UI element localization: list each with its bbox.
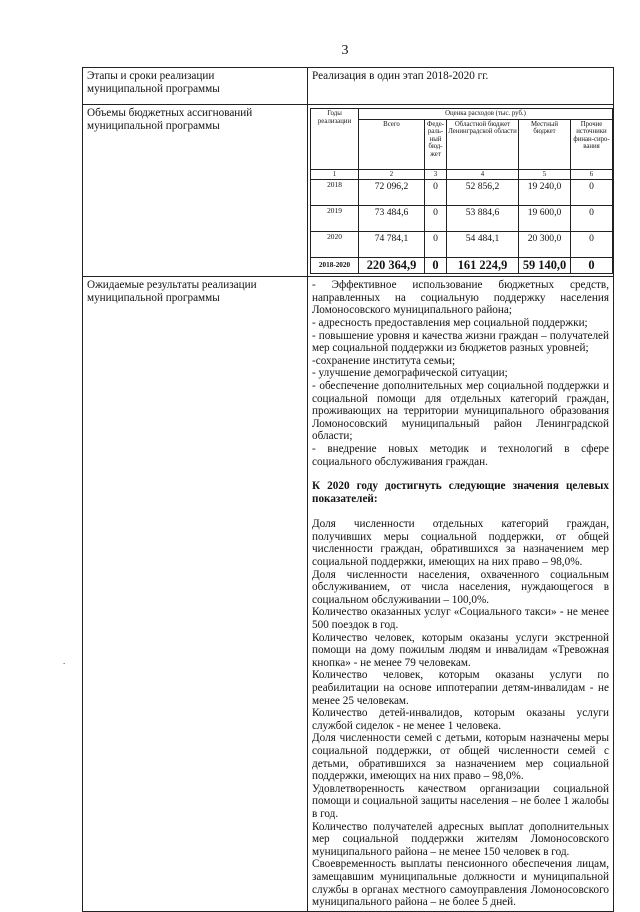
budget-index-cell: 3 xyxy=(425,169,447,180)
budget-local-cell: 20 300,0 xyxy=(519,232,571,258)
target-indicator: Количество оказанных услуг «Социального такси» - не менее 500 поездок в год. xyxy=(312,606,609,632)
budget-other-cell: 0 xyxy=(571,232,613,258)
budget-regional-cell: 52 856,2 xyxy=(447,180,519,206)
budget-year-cell: 2018-2020 xyxy=(311,258,359,274)
budget-header-row xyxy=(311,109,613,120)
budget-regional-cell: 54 484,1 xyxy=(447,232,519,258)
results-label xyxy=(83,277,308,912)
budget-value xyxy=(308,105,614,277)
target-indicator: Количество детей-инвалидов, которым оказаны услуги службой сиделок - не менее 1 человека. xyxy=(312,707,609,732)
budget-federal-cell: 0 xyxy=(425,180,447,206)
budget-index-row xyxy=(311,169,613,180)
target-indicator: Удовлетворенность качеством организации социальной помощи и социальной защиты населения – не более 1 жалобы в год. xyxy=(312,782,609,820)
budget-other-cell: 0 xyxy=(571,180,613,206)
result-bullet: - внедрение новых методик и технологий в сфере социального обслуживания граждан. xyxy=(312,442,609,468)
results-value xyxy=(308,277,614,912)
budget-col-local: Местный бюджет xyxy=(519,119,571,169)
budget-total-row xyxy=(311,258,613,274)
budget-row xyxy=(83,105,614,277)
budget-regional-cell: 161 224,9 xyxy=(447,258,519,274)
results-row xyxy=(83,277,614,912)
result-bullet: - улучшение демографической ситуации; xyxy=(312,367,508,380)
stages-label-line-2: муниципальной программы xyxy=(87,82,220,95)
stages-value: Реализация в один этап 2018-2020 гг. xyxy=(308,68,614,105)
budget-row-2018 xyxy=(311,180,613,206)
budget-total-cell: 220 364,9 xyxy=(359,258,425,274)
budget-regional-cell: 53 884,6 xyxy=(447,206,519,232)
stages-label-line-1: Этапы и сроки реализации xyxy=(87,70,215,82)
budget-local-cell: 19 240,0 xyxy=(519,180,571,206)
target-indicator: Своевременность выплаты пенсионного обеспечения лицам, замещавшим муниципальные должности и муниципальной службы в органах местного самоуправления Ломоносовского муниципального района – не более 5 дней. xyxy=(312,858,609,909)
result-bullet: - повышение уровня и качества жизни граждан – получателей мер социальной поддержки из бюджетов разных уровней; xyxy=(312,329,609,355)
result-bullet: - адресность предоставления мер социальной поддержки; xyxy=(312,316,588,329)
budget-header-years: Годы реализации xyxy=(311,109,359,170)
targets-heading: К 2020 году достигнуть следующие значения целевых показателей: xyxy=(312,480,609,505)
budget-label-line-1: Объемы бюджетных ассигнований xyxy=(87,107,253,119)
budget-total-cell: 72 096,2 xyxy=(359,180,425,206)
budget-total-cell: 73 484,6 xyxy=(359,206,425,232)
budget-local-cell: 19 600,0 xyxy=(519,206,571,232)
budget-col-regional: Областной бюджет Ленинградской области xyxy=(447,119,519,169)
results-label-line-1: Ожидаемые результаты реализации xyxy=(87,279,257,292)
results-label-line-2: муниципальной программы xyxy=(87,291,220,304)
result-bullet: -сохранение института семьи; xyxy=(312,354,456,367)
budget-row-2019 xyxy=(311,206,613,232)
budget-table xyxy=(310,108,613,274)
budget-col-federal: Феде-раль-ный бюд-жет xyxy=(425,119,447,169)
target-indicator: Количество получателей адресных выплат дополнительных мер социальной поддержки жителям Ломоносовского муниципального района – не менее 150 человек в год. xyxy=(312,820,609,858)
budget-index-cell: 1 xyxy=(311,169,359,180)
target-indicator: Доля численности отдельных категорий граждан, получивших меры социальной поддержки, от общей численности граждан, обратившихся за назначением мер социальной поддержки, имеющих на них право – 98,0%. xyxy=(312,518,609,569)
scan-mark: . xyxy=(63,656,66,666)
budget-col-other: Прочие источники финан-сиро-вания xyxy=(571,119,613,169)
budget-index-cell: 6 xyxy=(571,169,613,180)
budget-federal-cell: 0 xyxy=(425,206,447,232)
budget-label xyxy=(83,105,308,277)
budget-other-cell: 0 xyxy=(571,258,613,274)
budget-index-cell: 2 xyxy=(359,169,425,180)
target-indicator: Доля численности населения, охваченного социальным обслуживанием, от числа населения, нуждающегося в социальном обслуживании – 100,0%. xyxy=(312,568,609,606)
budget-row-2020 xyxy=(311,232,613,258)
target-indicator: Количество человек, которым оказаны услуги по реабилитации на основе иппотерапии детям-инвалидам - не менее 25 человекам. xyxy=(312,669,609,707)
target-indicator: Количество человек, которым оказаны услуги экстренной помощи на дому пожилым людям и инвалидам «Тревожная кнопка» - не менее 79 человекам. xyxy=(312,631,609,669)
budget-other-cell: 0 xyxy=(571,206,613,232)
budget-header-group: Оценка расходов (тыс. руб.) xyxy=(359,109,613,120)
result-bullet: - обеспечение дополнительных мер социальной поддержки и социальной помощи для отдельных категорий граждан, проживающих на территории муниципального образования Ломоносовский муниципальный район Ленинградской области; xyxy=(312,379,609,443)
budget-index-cell: 4 xyxy=(447,169,519,180)
stages-label xyxy=(83,68,308,105)
budget-year-cell: 2019 xyxy=(311,206,359,232)
budget-index-cell: 5 xyxy=(519,169,571,180)
budget-col-total: Всего xyxy=(359,119,425,169)
budget-label-line-2: муниципальной программы xyxy=(87,119,220,132)
budget-total-cell: 74 784,1 xyxy=(359,232,425,258)
stages-row xyxy=(83,68,614,105)
program-passport-table xyxy=(82,67,614,912)
result-bullet: - Эффективное использование бюджетных средств, направленных на социальную поддержку населения Ломоносовского муниципального района; xyxy=(312,279,609,317)
budget-federal-cell: 0 xyxy=(425,258,447,274)
budget-year-cell: 2018 xyxy=(311,180,359,206)
budget-year-cell: 2020 xyxy=(311,232,359,258)
page-number: 3 xyxy=(341,43,349,58)
budget-federal-cell: 0 xyxy=(425,232,447,258)
target-indicator: Доля численности семей с детьми, которым назначены меры социальной поддержки, от общей численности семей с детьми, обратившихся за назначением мер социальной поддержки, имеющих на них право – 98,0%. xyxy=(312,732,609,783)
budget-local-cell: 59 140,0 xyxy=(519,258,571,274)
